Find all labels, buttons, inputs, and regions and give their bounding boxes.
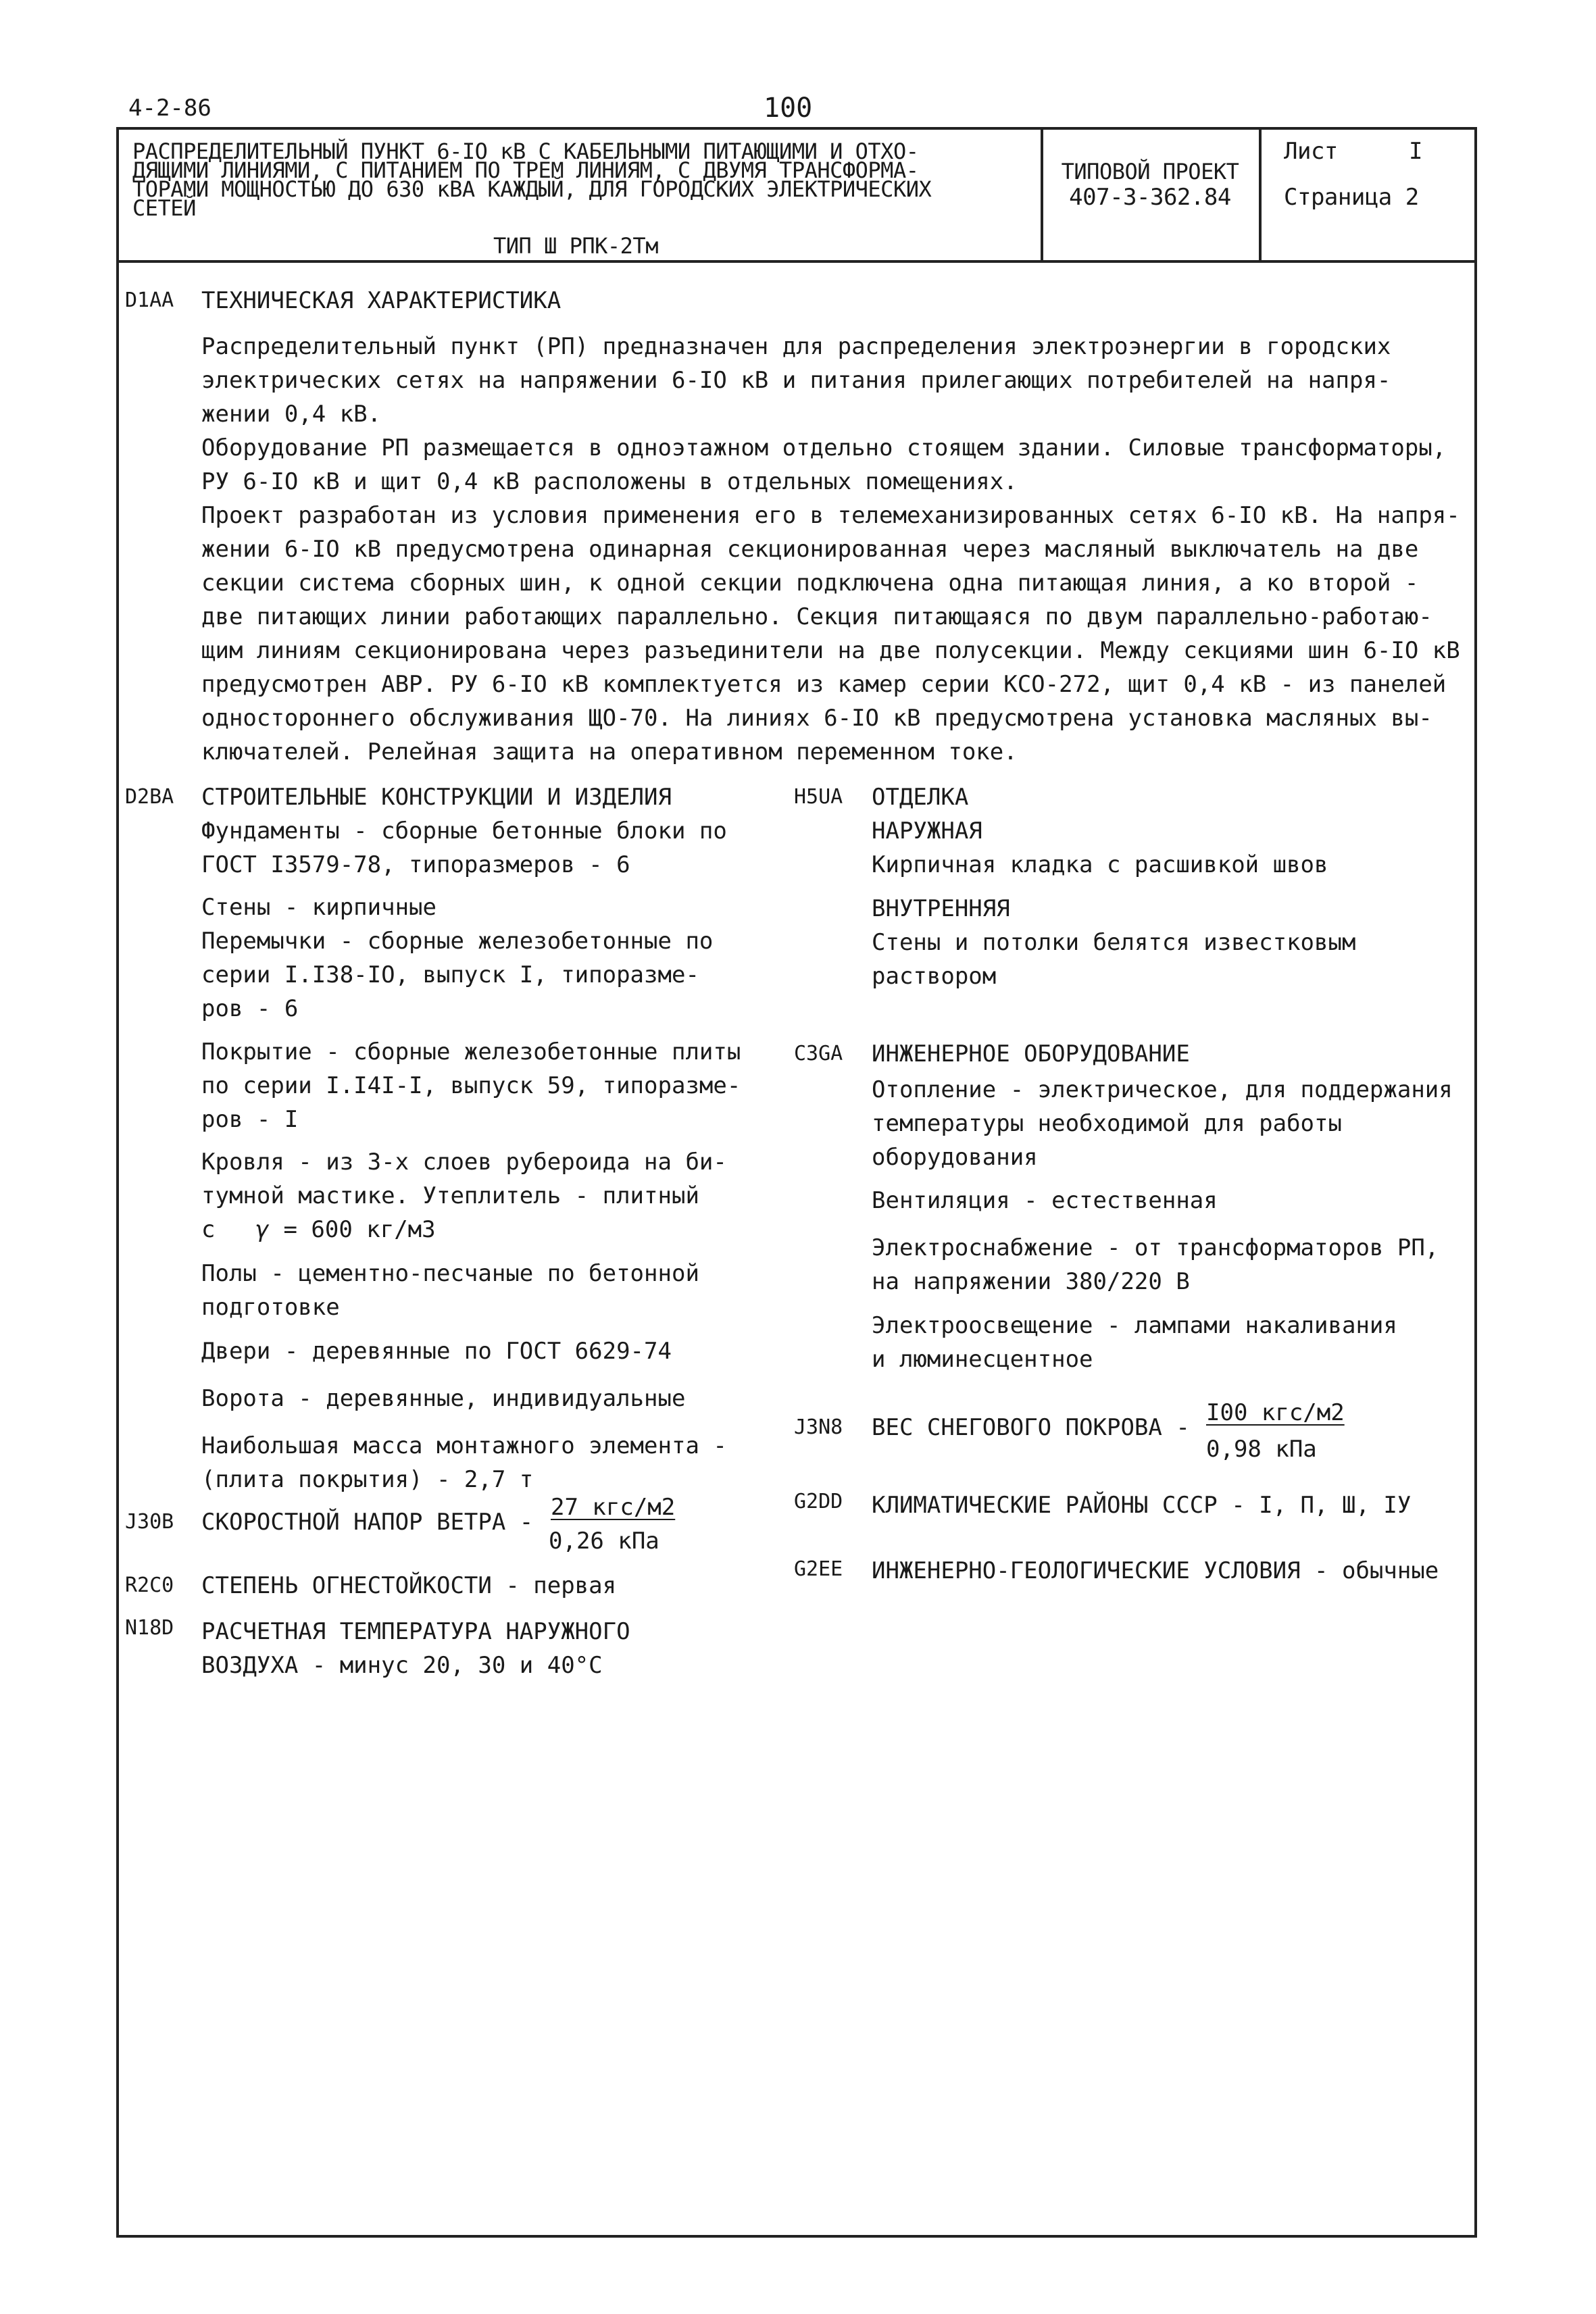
text-line: Стены и потолки белятся известковым xyxy=(872,929,1356,956)
tech-line: Проект разработан из условия применения его в телемеханизированных сетях 6-IO кВ. На напря- xyxy=(201,502,1460,529)
tech-line: ключателей. Релейная защита на оперативном переменном токе. xyxy=(201,738,1018,765)
lintels-text xyxy=(201,924,713,1026)
tech-line: РУ 6-IO кВ и щит 0,4 кВ расположены в отдельных помещениях. xyxy=(201,468,1018,495)
roofing-text xyxy=(201,1145,727,1247)
section-code: D1AA xyxy=(125,288,174,312)
wind-value-bottom: 0,26 кПа xyxy=(549,1528,659,1555)
page-number: 100 xyxy=(764,93,813,124)
section-code: H5UA xyxy=(794,785,843,809)
sheet-value: I xyxy=(1409,138,1422,165)
tech-line: жении 6-IO кВ предусмотрена одинарная секционированная через масляный выключатель на две xyxy=(201,536,1419,563)
wind-value-top: 27 кгс/м2 xyxy=(551,1494,676,1521)
text-line: Отопление - электрическое, для поддержания xyxy=(872,1076,1453,1103)
header-title xyxy=(132,139,932,221)
tech-line: секции система сборных шин, к одной секции подключена одна питающая линия, а ко второй - xyxy=(201,570,1419,597)
text-line: Электроснабжение - от трансформаторов РП, xyxy=(872,1234,1439,1261)
section-code: G2EE xyxy=(794,1557,843,1581)
tech-line: две питающих линии работающих параллельно. Секция питающаяся по двум параллельно-работаю- xyxy=(201,603,1432,630)
text-line: подготовке xyxy=(201,1294,340,1321)
finish-inner-heading: ВНУТРЕННЯЯ xyxy=(872,895,1010,922)
text-line: Вентиляция - естественная xyxy=(872,1187,1218,1214)
text-line: по серии I.I4I-I, выпуск 59, типоразме- xyxy=(201,1072,741,1099)
tech-line: Распределительный пункт (РП) предназначен для распределения электроэнергии в городских xyxy=(201,333,1391,360)
section-code: G2DD xyxy=(794,1490,843,1513)
tech-line: электрических сетях на напряжении 6-IO кВ и питания прилегающих потребителей на напря- xyxy=(201,367,1391,394)
text-line: Перемычки - сборные железобетонные по xyxy=(201,928,714,955)
walls-text xyxy=(201,890,437,924)
gamma-symbol: γ xyxy=(255,1216,270,1243)
header-title-line: ТОРАМИ МОЩНОСТЬЮ ДО 630 кВА КАЖДЫЙ, ДЛЯ ГОРОДСКИХ ЭЛЕКТРИЧЕСКИХ xyxy=(132,176,932,202)
text-line: тумной мастике. Утеплитель - плитный xyxy=(201,1182,699,1209)
header-title-line: ДЯЩИМИ ЛИНИЯМИ, С ПИТАНИЕМ ПО ТРЕМ ЛИНИЯМ, С ДВУМЯ ТРАНСФОРМА- xyxy=(132,157,919,183)
finish-inner-text xyxy=(872,926,1355,993)
sheet-label: Лист xyxy=(1284,138,1338,165)
snow-value-top: I00 кгс/м2 xyxy=(1206,1399,1345,1426)
section-code: D2BA xyxy=(125,785,174,809)
doc-number: 4-2-86 xyxy=(128,95,211,122)
section-code: J3N8 xyxy=(794,1415,843,1439)
foundation-text xyxy=(201,814,727,882)
text-line: Ворота - деревянные, индивидуальные xyxy=(201,1385,686,1412)
page-label: Страница 2 xyxy=(1284,184,1419,211)
text-line: температуры необходимой для работы xyxy=(872,1110,1342,1137)
header-divider xyxy=(116,260,1477,263)
finish-outer-heading: НАРУЖНАЯ xyxy=(872,818,982,845)
snow-value-bottom: 0,98 кПа xyxy=(1206,1436,1317,1463)
header-type-line: ТИП Ш РПК-2Тм xyxy=(493,233,658,259)
text-line: на напряжении 380/220 В xyxy=(872,1268,1190,1295)
heating-text xyxy=(872,1073,1453,1174)
text-line: и люминесцентное xyxy=(872,1346,1093,1373)
finish-heading: ОТДЕЛКА xyxy=(872,784,969,811)
tech-line: одностороннего обслуживания ЩО-70. На линиях 6-IO кВ предусмотрена установка масляных вы- xyxy=(201,705,1432,732)
roof-slabs-text xyxy=(201,1035,741,1136)
header-col-divider-1 xyxy=(1041,127,1043,261)
text-line: Фундаменты - сборные бетонные блоки по xyxy=(201,818,727,845)
section-code: J30B xyxy=(125,1510,174,1534)
text-line: Покрытие - сборные железобетонные плиты xyxy=(201,1038,741,1065)
density-value: = 600 кг/м3 xyxy=(283,1216,436,1243)
gates-text xyxy=(201,1382,685,1415)
section-code: R2C0 xyxy=(125,1574,174,1597)
text-line: ров - 6 xyxy=(201,995,299,1022)
section-code: N18D xyxy=(125,1616,174,1640)
floors-text xyxy=(201,1257,699,1324)
snow-label: ВЕС СНЕГОВОГО ПОКРОВА - xyxy=(872,1414,1190,1441)
tech-body xyxy=(201,330,1460,769)
text-line: оборудования xyxy=(872,1144,1038,1171)
text-line: (плита покрытия) - 2,7 т xyxy=(201,1466,534,1493)
project-number: 407-3-362.84 xyxy=(1069,184,1231,211)
tech-line: Оборудование РП размещается в одноэтажном отдельно стоящем здании. Силовые трансформаторы, xyxy=(201,434,1447,461)
construction-heading: СТРОИТЕЛЬНЫЕ КОНСТРУКЦИИ И ИЗДЕЛИЯ xyxy=(201,784,672,811)
section-code: C3GA xyxy=(794,1042,843,1065)
max-mass-text xyxy=(201,1429,727,1496)
power-text xyxy=(872,1231,1439,1299)
text-line: Кровля - из 3-х слоев рубероида на би- xyxy=(201,1149,727,1176)
text-line: Полы - цементно-песчаные по бетонной xyxy=(201,1260,699,1287)
header-col-divider-2 xyxy=(1259,127,1262,261)
temp-line-2: ВОЗДУХА - минус 20, 30 и 40°С xyxy=(201,1652,603,1679)
fire-text: СТЕПЕНЬ ОГНЕСТОЙКОСТИ - первая xyxy=(201,1572,617,1599)
geology-text: ИНЖЕНЕРНО-ГЕОЛОГИЧЕСКИЕ УСЛОВИЯ - обычные xyxy=(872,1557,1439,1584)
text-line: ров - I xyxy=(201,1106,299,1133)
temp-line-1: РАСЧЕТНАЯ ТЕМПЕРАТУРА НАРУЖНОГО xyxy=(201,1618,630,1645)
text-line: серии I.I38-IO, выпуск I, типоразме- xyxy=(201,961,699,988)
tech-line: щим линиям секционирована через разъединители на две полусекции. Между секциями шин 6-IO кВ xyxy=(201,637,1460,664)
text-line: Наибольшая масса монтажного элемента - xyxy=(201,1432,727,1459)
text-line: Электроосвещение - лампами накаливания xyxy=(872,1312,1397,1339)
engineering-heading: ИНЖЕНЕРНОЕ ОБОРУДОВАНИЕ xyxy=(872,1040,1190,1067)
text-line: раствором xyxy=(872,963,997,990)
text-line: Стены - кирпичные xyxy=(201,894,437,921)
wind-label: СКОРОСТНОЙ НАПОР ВЕТРА - xyxy=(201,1509,534,1536)
header-title-line: СЕТЕЙ xyxy=(132,195,196,221)
ventilation-text xyxy=(872,1184,1218,1217)
climate-text: КЛИМАТИЧЕСКИЕ РАЙОНЫ СССР - I, П, Ш, IУ xyxy=(872,1492,1412,1519)
lighting-text xyxy=(872,1309,1397,1376)
text-line xyxy=(201,1213,727,1247)
tech-heading: ТЕХНИЧЕСКАЯ ХАРАКТЕРИСТИКА xyxy=(201,287,562,314)
text-line: ГОСТ I3579-78, типоразмеров - 6 xyxy=(201,851,630,878)
header-title-line: РАСПРЕДЕЛИТЕЛЬНЫЙ ПУНКТ 6-IO кВ С КАБЕЛЬНЫМИ ПИТАЮЩИМИ И ОТХО- xyxy=(132,139,919,164)
tech-line: жении 0,4 кВ. xyxy=(201,401,382,428)
tech-line: предусмотрен АВР. РУ 6-IO кВ комплектуется из камер серии КСО-272, щит 0,4 кВ - из панелей xyxy=(201,671,1447,698)
finish-outer-text: Кирпичная кладка с расшивкой швов xyxy=(872,851,1328,878)
project-label: ТИПОВОЙ ПРОЕКТ xyxy=(1061,159,1239,184)
text-line: Двери - деревянные по ГОСТ 6629-74 xyxy=(201,1338,672,1365)
density-prefix: с xyxy=(201,1216,216,1243)
doors-text xyxy=(201,1334,672,1368)
